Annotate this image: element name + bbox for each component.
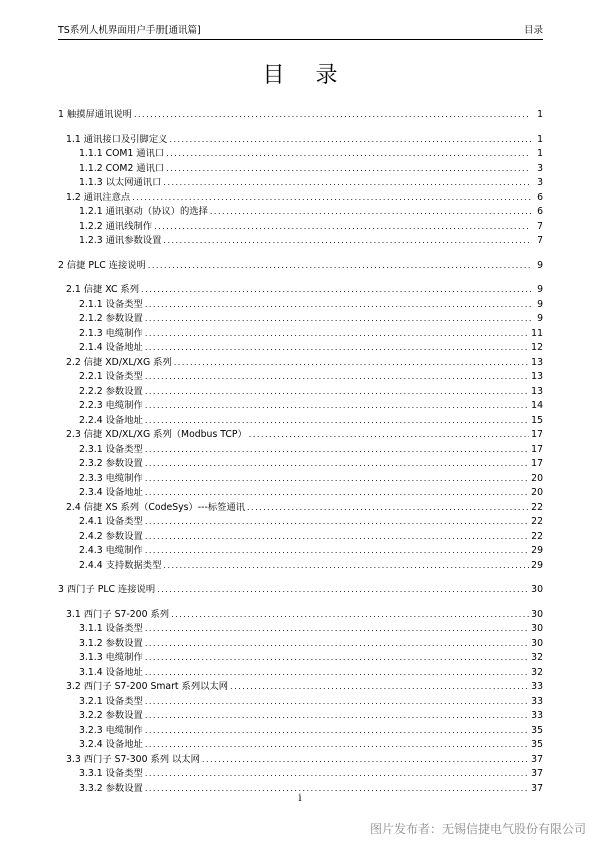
toc-dot-leader [145,327,529,342]
toc-entry[interactable] [58,356,543,371]
toc-dot-leader [247,501,529,516]
page-title: 目 录 [262,63,350,88]
toc-entry-page: 3 [537,162,543,174]
toc-entry-page: 7 [537,220,543,232]
toc-entry[interactable] [58,501,543,516]
toc-entry-label: 3.1.4 设备地址 [79,666,143,678]
toc-entry[interactable] [58,234,543,249]
toc-entry-label: 2.4.3 电缆制作 [79,545,143,556]
toc-dot-leader [249,428,529,443]
toc-dot-leader [157,583,529,598]
toc-dot-leader [134,108,531,123]
toc-dot-leader [148,259,531,274]
toc-entry[interactable] [58,608,543,623]
toc-entry[interactable] [58,399,543,414]
toc-entry[interactable] [58,133,543,148]
toc-entry-label: 1.2.3 通讯参数设置 [79,235,162,246]
toc-entry-label: 2.2.2 参数设置 [79,385,143,397]
toc-entry-page: 13 [531,385,543,397]
toc-entry[interactable] [58,162,543,177]
toc-entry-page: 29 [531,559,543,571]
toc-entry-page: 17 [531,443,543,455]
toc-entry-page: 20 [531,472,543,484]
toc-entry[interactable] [58,443,543,458]
toc-entry[interactable] [58,385,543,400]
toc-entry[interactable] [58,191,543,206]
page-header [58,20,543,38]
toc-entry-label: 3.1.2 参数设置 [79,637,143,649]
toc-entry-label: 2 信捷 PLC 连接说明 [58,259,146,271]
toc-entry[interactable] [58,457,543,472]
toc-entry-page: 37 [531,782,543,794]
toc-entry-label: 2.3.4 设备地址 [79,487,143,498]
toc-entry-page: 13 [531,356,543,368]
toc-entry-page: 22 [531,501,543,513]
page-number: i [298,793,302,804]
toc-entry-label: 3.2.3 电缆制作 [79,724,143,736]
toc-dot-leader [145,637,529,652]
toc-entry-label: 3.2.4 设备地址 [79,739,143,750]
toc-entry-label: 3.2 西门子 S7-200 Smart 系列以太网 [66,681,229,692]
toc-entry-label: 2.1.1 设备类型 [79,298,143,310]
toc-entry[interactable] [58,108,543,123]
toc-dot-leader [145,312,531,327]
toc-entry[interactable] [58,622,543,637]
toc-entry-label: 3.1.3 电缆制作 [79,652,143,663]
toc-entry-page: 33 [531,710,543,721]
toc-entry[interactable] [58,680,543,695]
toc-entry[interactable] [58,327,543,342]
toc-entry[interactable] [58,583,543,598]
toc-dot-leader [145,767,529,782]
toc-dot-leader [145,385,529,400]
toc-entry-label: 3.1 西门子 S7-200 系列 [66,608,170,620]
toc-entry-page: 3 [537,177,543,188]
toc-dot-leader [210,205,531,220]
toc-entry-label: 2.4.1 设备类型 [79,516,143,527]
toc-entry-page: 37 [531,753,543,765]
toc-entry-page: 30 [531,623,543,634]
toc-entry-label: 1.1.2 COM2 通讯口 [79,162,165,174]
toc-dot-leader [163,176,531,191]
toc-entry-label: 2.4.2 参数设置 [79,530,143,542]
toc-entry-page: 11 [531,327,543,339]
toc-entry-page: 7 [537,235,543,246]
toc-dot-leader [202,753,529,768]
toc-dot-leader [145,651,529,666]
toc-dot-leader [141,283,531,298]
toc-entry-page: 30 [531,608,543,620]
toc-entry-page: 15 [531,414,543,426]
toc-dot-leader [145,724,529,739]
toc-entry-page: 20 [531,487,543,498]
toc-entry-label: 3.3 西门子 S7-300 系列 以太网 [66,753,200,765]
toc-entry-label: 2.3 信捷 XD/XL/XG 系列（Modbus TCP） [66,429,247,440]
toc-entry-label: 2.1.2 参数设置 [79,313,143,324]
toc-entry-page: 6 [537,191,543,203]
toc-dot-leader [145,530,529,545]
toc-entry-page: 13 [531,371,543,382]
toc-entry-label: 2.2.1 设备类型 [79,371,143,382]
toc-entry-page: 35 [531,724,543,736]
toc-dot-leader [145,399,529,414]
header-section-name: 目录 [523,25,543,36]
toc-entry[interactable] [58,428,543,443]
header-divider [58,39,543,40]
toc-entry-label: 3.1.1 设备类型 [79,623,143,634]
toc-entry[interactable] [58,515,543,530]
toc-entry-page: 9 [537,259,543,271]
toc-entry-label: 3.2.1 设备类型 [79,695,143,707]
toc-entry-label: 3.3.1 设备类型 [79,768,143,779]
toc-entry[interactable] [58,767,543,782]
toc-dot-leader [145,544,529,559]
toc-entry-page: 1 [537,133,543,145]
toc-entry[interactable] [58,283,543,298]
toc-entry[interactable] [58,738,543,753]
toc-entry-label: 2.1 信捷 XC 系列 [66,284,140,295]
toc-dot-leader [145,457,529,472]
toc-entry-page: 9 [537,284,543,295]
toc-entry-label: 2.4 信捷 XS 系列（CodeSys）---标签通讯 [66,501,246,513]
toc-entry[interactable] [58,341,543,356]
toc-entry-label: 3 西门子 PLC 连接说明 [58,584,156,595]
table-of-contents [58,108,543,796]
toc-entry[interactable] [58,220,543,235]
toc-dot-leader [145,341,529,356]
toc-entry-page: 17 [531,458,543,469]
toc-dot-leader [145,370,529,385]
toc-dot-leader [145,486,529,501]
toc-entry-page: 32 [531,652,543,663]
toc-entry-label: 1.2 通讯注意点 [66,191,131,203]
toc-entry-label: 2.4.4 支持数据类型 [79,559,162,571]
toc-entry-page: 30 [531,584,543,595]
toc-dot-leader [174,356,529,371]
toc-entry-label: 2.1.4 设备地址 [79,342,143,353]
toc-dot-leader [145,666,529,681]
toc-entry-page: 6 [537,206,543,217]
toc-entry-page: 22 [531,530,543,542]
toc-dot-leader [171,608,529,623]
toc-entry-label: 2.2 信捷 XD/XL/XG 系列 [66,356,172,368]
toc-entry-page: 30 [531,637,543,649]
toc-entry[interactable] [58,472,543,487]
toc-entry-page: 1 [537,148,543,159]
toc-dot-leader [154,220,531,235]
toc-dot-leader [166,162,531,177]
toc-entry[interactable] [58,559,543,574]
toc-entry[interactable] [58,486,543,501]
publisher-watermark: 图片发布者：无锡信捷电气股份有限公司 [369,822,586,836]
toc-entry-label: 1.2.2 通讯线制作 [79,220,153,232]
toc-entry[interactable] [58,147,543,162]
toc-entry-label: 3.3.2 参数设置 [79,782,143,794]
toc-entry-label: 3.2.2 参数设置 [79,710,143,721]
toc-entry-label: 2.3.2 参数设置 [79,458,143,469]
header-document-title: TS系列人机界面用户手册[通讯篇] [58,25,201,36]
toc-dot-leader [145,443,529,458]
toc-entry[interactable] [58,205,543,220]
toc-entry[interactable] [58,370,543,385]
toc-entry-page: 35 [531,739,543,750]
toc-dot-leader [132,191,531,206]
toc-dot-leader [145,709,529,724]
toc-entry-page: 12 [531,342,543,353]
toc-entry[interactable] [58,298,543,313]
toc-entry-label: 1.1.1 COM1 通讯口 [79,148,165,159]
toc-entry-label: 1.1.3 以太网通讯口 [79,177,162,188]
toc-entry-page: 9 [537,298,543,310]
toc-dot-leader [169,133,531,148]
toc-entry-label: 1.2.1 通讯驱动（协议）的选择 [79,206,208,217]
toc-entry[interactable] [58,666,543,681]
toc-entry[interactable] [58,637,543,652]
toc-entry-label: 1.1 通讯接口及引脚定义 [66,133,168,145]
toc-entry-page: 9 [537,313,543,324]
toc-entry[interactable] [58,695,543,710]
toc-entry[interactable] [58,259,543,274]
toc-entry-label: 2.3.3 电缆制作 [79,472,143,484]
toc-dot-leader [163,234,531,249]
toc-entry[interactable] [58,414,543,429]
toc-entry-label: 2.3.1 设备类型 [79,443,143,455]
toc-entry-page: 1 [537,109,543,120]
toc-dot-leader [145,414,529,429]
toc-entry-label: 2.2.3 电缆制作 [79,400,143,411]
toc-entry-label: 2.2.4 设备地址 [79,414,143,426]
toc-entry-page: 32 [531,666,543,678]
toc-dot-leader [145,738,529,753]
toc-dot-leader [230,680,529,695]
toc-entry-label: 1 触摸屏通讯说明 [58,109,132,120]
toc-entry-page: 22 [531,516,543,527]
toc-entry[interactable] [58,724,543,739]
toc-dot-leader [145,472,529,487]
toc-dot-leader [166,147,531,162]
toc-entry[interactable] [58,530,543,545]
toc-dot-leader [145,695,529,710]
toc-entry-page: 33 [531,695,543,707]
toc-entry[interactable] [58,312,543,327]
toc-entry-page: 29 [531,545,543,556]
toc-entry[interactable] [58,651,543,666]
toc-entry-page: 17 [531,429,543,440]
toc-entry-page: 14 [531,400,543,411]
toc-entry[interactable] [58,176,543,191]
toc-dot-leader [145,515,529,530]
toc-entry-page: 37 [531,768,543,779]
toc-entry[interactable] [58,753,543,768]
toc-dot-leader [145,298,531,313]
toc-entry-page: 33 [531,681,543,692]
toc-dot-leader [163,559,529,574]
toc-entry-label: 2.1.3 电缆制作 [79,327,143,339]
toc-entry[interactable] [58,544,543,559]
toc-dot-leader [145,622,529,637]
toc-entry[interactable] [58,709,543,724]
